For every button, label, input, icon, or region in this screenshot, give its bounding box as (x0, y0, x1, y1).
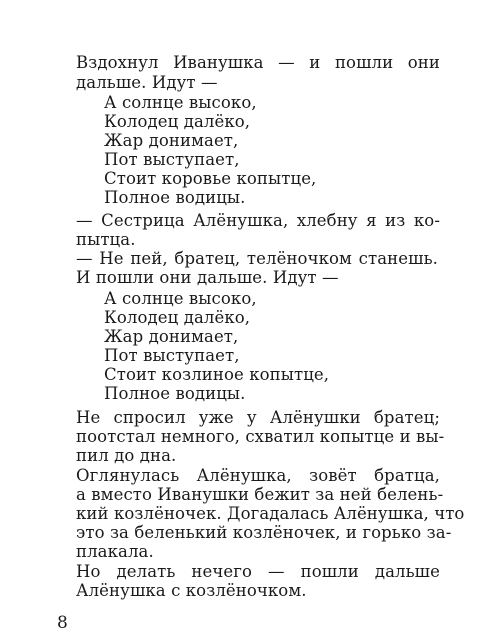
verse-line: Стоит козлиное копытце, (104, 365, 330, 384)
text-line: плакала. (76, 542, 154, 561)
verse-line: Полное водицы. (104, 188, 246, 207)
text-line: кий козлёночек. Догадалась Алёнушка, что (76, 504, 465, 523)
text-line: Оглянулась Алёнушка, зовёт братца, (76, 466, 440, 485)
verse-line: Жар донимает, (104, 131, 239, 150)
verse-line: Стоит коровье копытце, (104, 169, 317, 188)
text-line: пил до дна. (76, 446, 177, 465)
text-line: Вздохнул Иванушка — и пошли они (76, 53, 440, 72)
text-line: — Не пей, братец, телёночком станешь. (76, 249, 438, 268)
text-line: Алёнушка с козлёночком. (76, 581, 307, 600)
text-line: Но делать нечего — пошли дальше (76, 562, 440, 581)
verse-line: Пот выступает, (104, 150, 240, 169)
text-line: Не спросил уже у Алёнушки братец; (76, 408, 440, 427)
text-line: И пошли они дальше. Идут — (76, 268, 339, 287)
verse-line: Колодец далёко, (104, 112, 251, 131)
text-line: дальше. Идут — (76, 73, 218, 92)
verse-line: Полное водицы. (104, 384, 246, 403)
verse-line: Колодец далёко, (104, 308, 251, 327)
text-line: а вместо Иванушки бежит за ней белень- (76, 485, 444, 504)
verse-line: А солнце высоко, (104, 289, 257, 308)
text-line: поотстал немного, схватил копытце и вы- (76, 427, 445, 446)
verse-line: Пот выступает, (104, 346, 240, 365)
verse-line: А солнце высоко, (104, 93, 257, 112)
text-line: это за беленький козлёночек, и горько за- (76, 523, 452, 542)
text-line: пытца. (76, 230, 136, 249)
verse-line: Жар донимает, (104, 327, 239, 346)
text-line: — Сестрица Алёнушка, хлебну я из ко- (76, 211, 440, 230)
page-number: 8 (57, 613, 68, 633)
